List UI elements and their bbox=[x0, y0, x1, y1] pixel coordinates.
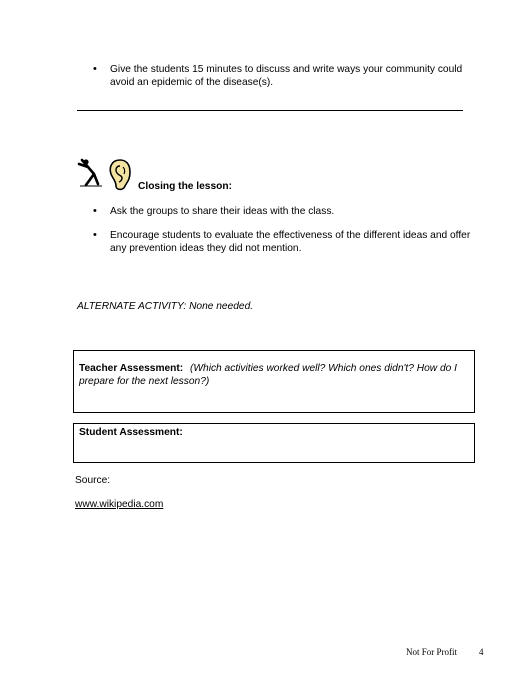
teacher-assessment-box bbox=[73, 350, 475, 413]
alternate-activity: ALTERNATE ACTIVITY: None needed. bbox=[77, 301, 254, 312]
section-divider bbox=[77, 110, 463, 111]
teacher-assessment-label: Teacher Assessment: bbox=[79, 363, 184, 374]
closing-bullet-1: Ask the groups to share their ideas with the class. bbox=[110, 206, 335, 217]
teacher-assessment-line2: prepare for the next lesson?) bbox=[79, 376, 210, 387]
bullet-dot: • bbox=[93, 205, 97, 217]
teacher-assessment-prompt: (Which activities worked well? Which ones didn't? How do I bbox=[190, 363, 457, 374]
student-assessment-label: Student Assessment: bbox=[79, 427, 183, 438]
bullet-dot: • bbox=[93, 63, 97, 75]
top-bullet-line1: Give the students 15 minutes to discuss and write ways your community could bbox=[110, 64, 463, 75]
ear-icon bbox=[106, 158, 134, 192]
closing-heading: Closing the lesson: bbox=[138, 181, 232, 192]
source-label: Source: bbox=[75, 475, 111, 486]
page-number: 4 bbox=[479, 647, 484, 657]
teacher-assessment-line1 bbox=[79, 362, 457, 375]
student-assessment-box bbox=[73, 423, 475, 463]
bullet-dot: • bbox=[93, 229, 97, 241]
closing-bullet-2-line1: Encourage students to evaluate the effectiveness of the different ideas and offer bbox=[110, 230, 471, 241]
closing-bullet-2-line2: any prevention ideas they did not mention. bbox=[110, 243, 302, 254]
footer-text: Not For Profit bbox=[406, 647, 458, 657]
top-bullet-line2: avoid an epidemic of the disease(s). bbox=[110, 77, 274, 88]
source-link[interactable]: www.wikipedia.com bbox=[75, 499, 164, 510]
